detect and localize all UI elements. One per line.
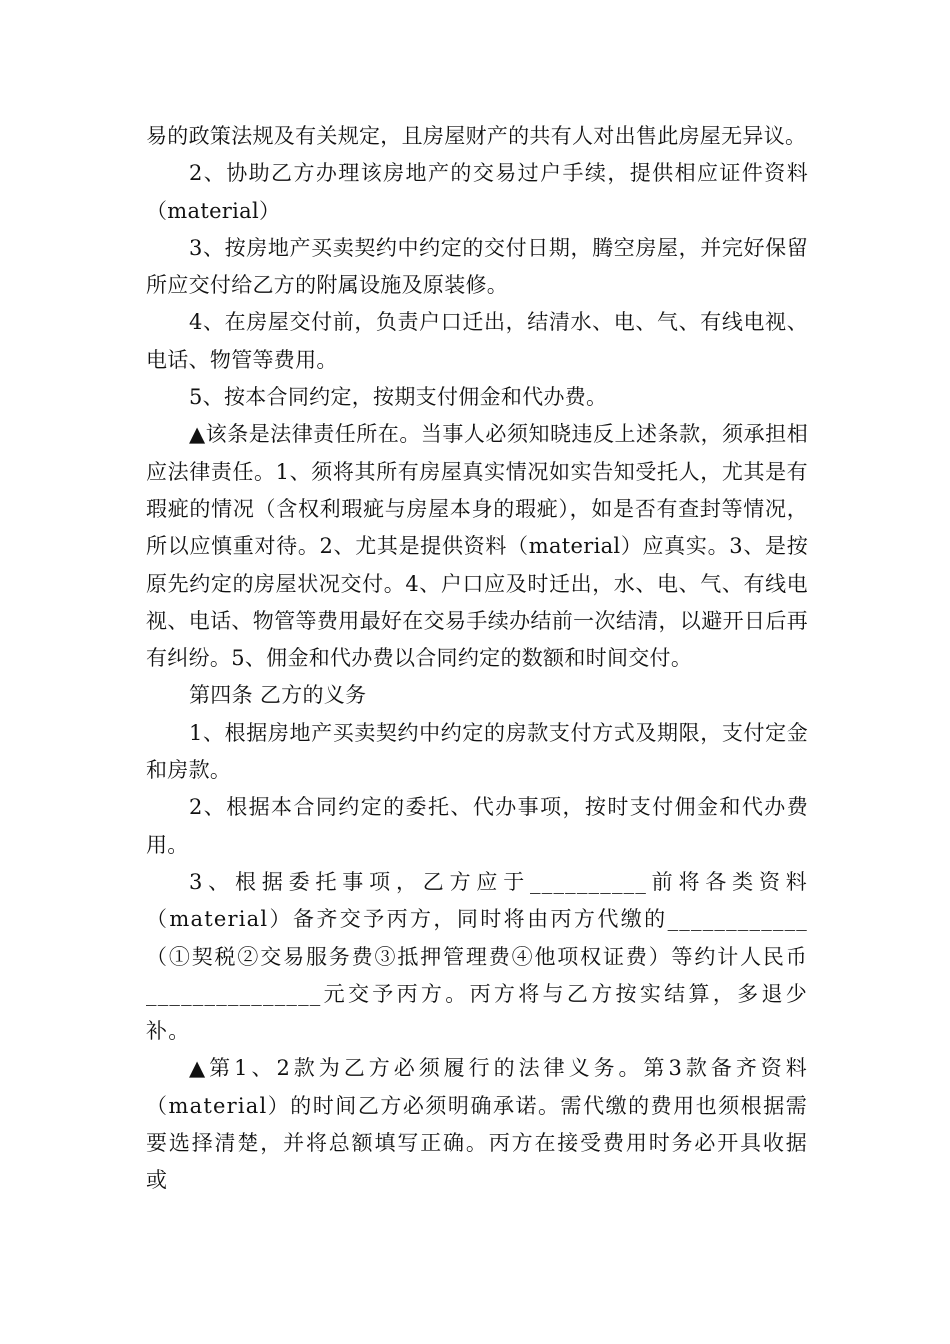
paragraph-obligation-3: 3、根据委托事项，乙方应于__________前将各类资料（material）备齐交予丙方，同时将由丙方代缴的____________（①契税②交易服务费③抵押管理费④他项权证费）等约计人民币_______________元交予丙方。丙方将与乙方按实结算，多退少补。 bbox=[146, 869, 808, 1044]
paragraph-note-obligations: ▲第1、2款为乙方必须履行的法律义务。第3款备齐资料（material）的时间乙方必须明确承诺。需代缴的费用也须根据需要选择清楚，并将总额填写正确。丙方在接受费用时务必开具收据或 bbox=[146, 1056, 808, 1193]
paragraph-clause-2: 2、协助乙方办理该房地产的交易过户手续，提供相应证件资料（material） bbox=[146, 161, 808, 223]
paragraph-obligation-2: 2、根据本合同约定的委托、代办事项，按时支付佣金和代办费用。 bbox=[146, 795, 808, 857]
paragraph-clause-4: 4、在房屋交付前，负责户口迁出，结清水、电、气、有线电视、电话、物管等费用。 bbox=[146, 310, 808, 372]
section-heading-article-4: 第四条 乙方的义务 bbox=[189, 683, 367, 708]
paragraph-obligation-1: 1、根据房地产买卖契约中约定的房款支付方式及期限，支付定金和房款。 bbox=[146, 720, 808, 783]
paragraph-clause-5: 5、按本合同约定，按期支付佣金和代办费。 bbox=[189, 385, 608, 410]
paragraph-policy-clause: 易的政策法规及有关规定，且房屋财产的共有人对出售此房屋无异议。 bbox=[146, 124, 807, 148]
paragraph-note-liability: ▲该条是法律责任所在。当事人必须知晓违反上述条款，须承担相应法律责任。1、须将其所有房屋真实情况如实告知受托人，尤其是有瑕疵的情况（含权利瑕疵与房屋本身的瑕疵），如是否有查封等情况，所以应慎重对待。2、尤其是提供资料（material）应真实。3、是按原先约定的房屋状况交付。4、户口应及时迁出，水、电、气、有线电视、电话、物管等费用最好在交易手续办结前一次结清，以避开日后再有纠纷。5、佣金和代办费以合同约定的数额和时间交付。 bbox=[146, 422, 808, 671]
document-body bbox=[146, 118, 808, 1200]
paragraph-clause-3: 3、按房地产买卖契约中约定的交付日期，腾空房屋，并完好保留所应交付给乙方的附属设施及原装修。 bbox=[146, 235, 808, 298]
